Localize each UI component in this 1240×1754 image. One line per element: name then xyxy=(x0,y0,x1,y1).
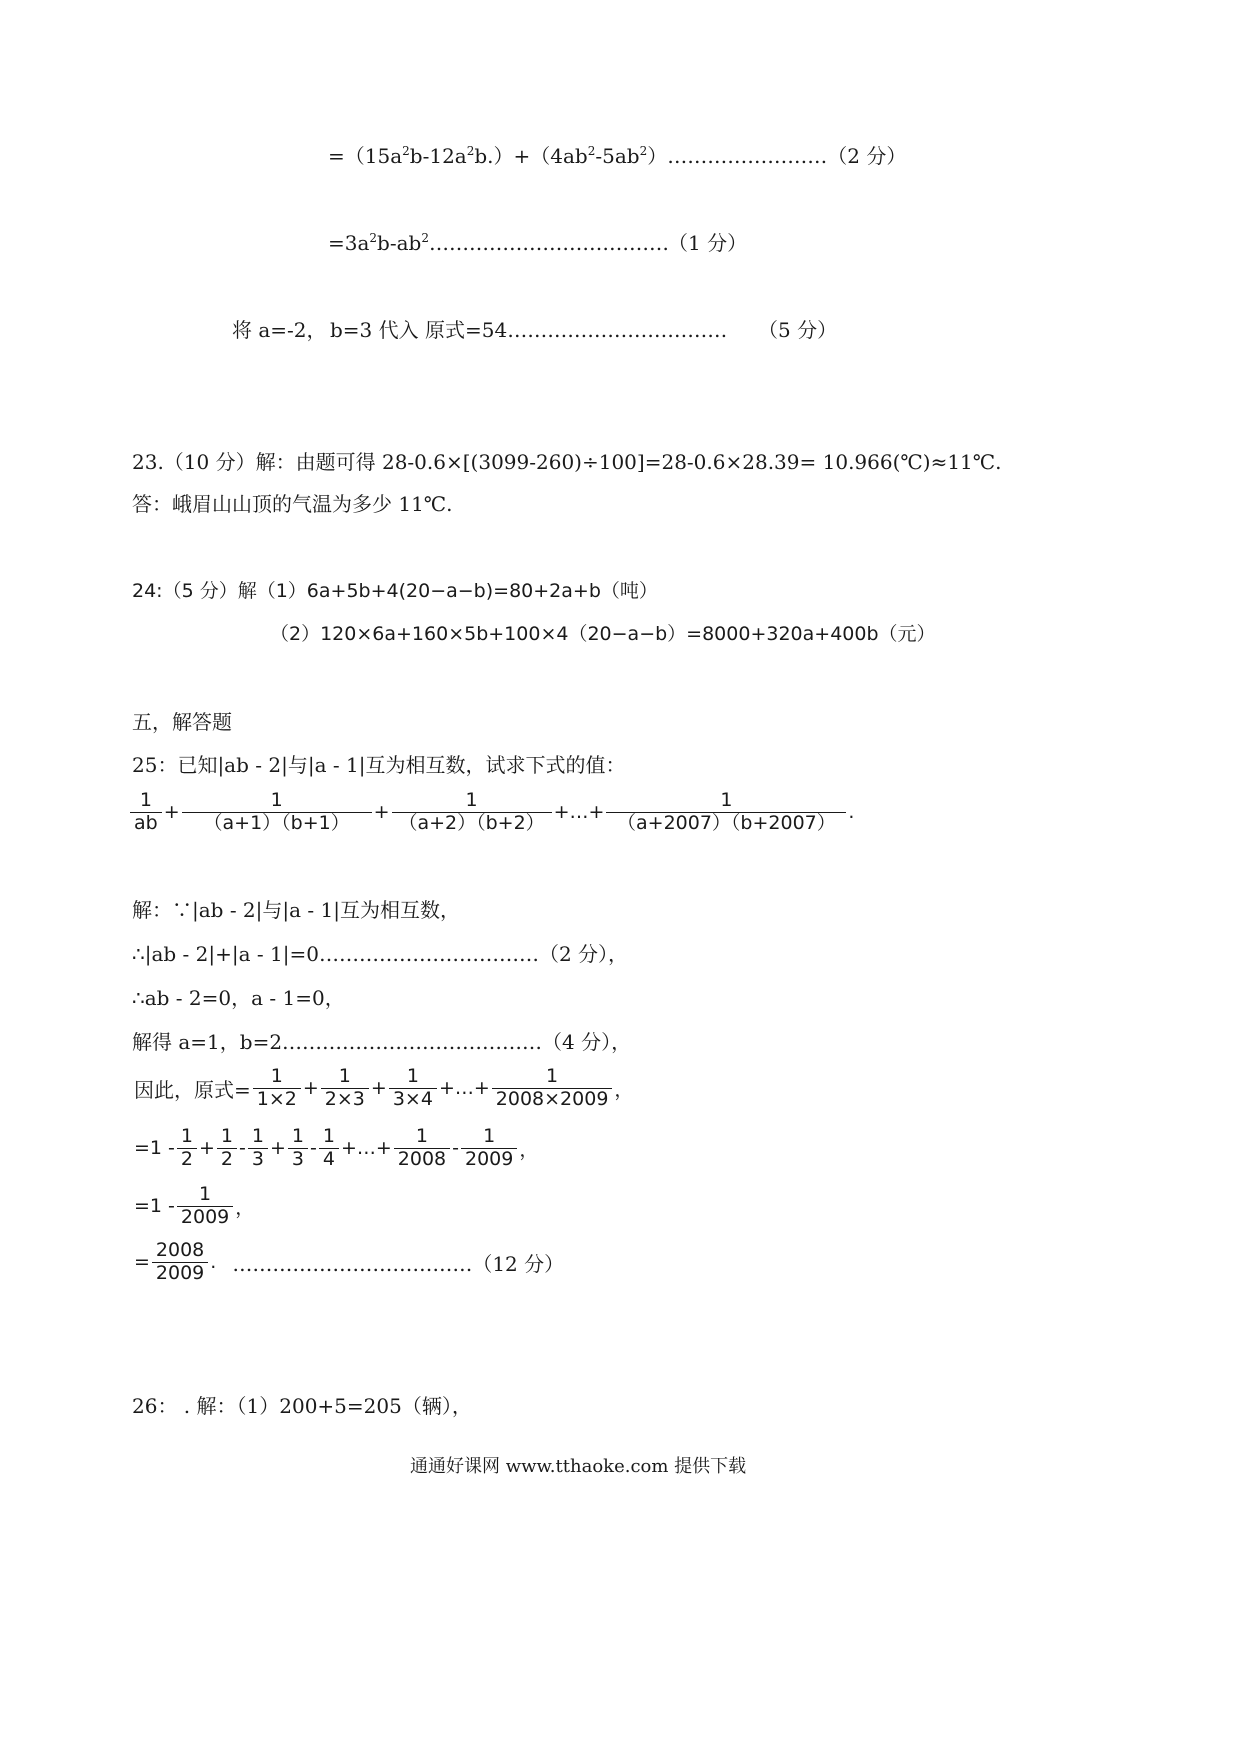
operator: + xyxy=(163,801,180,824)
fraction xyxy=(461,1126,517,1171)
sol7-prefix: =1 - xyxy=(134,1195,175,1218)
numerator: 1 xyxy=(394,1126,450,1149)
sol8-prefix: = xyxy=(134,1251,150,1274)
fraction xyxy=(492,1066,613,1111)
denominator: （a+2007）（b+2007） xyxy=(617,811,836,834)
denominator: 4 xyxy=(322,1147,335,1170)
fraction xyxy=(392,790,552,835)
q22-l2-sup: 2 xyxy=(421,231,429,245)
q22-l1-text: ）……………………（2 分） xyxy=(647,144,907,168)
q23-line-1: 23.（10 分）解：由题可得 28-0.6×[(3099-260)÷100]=28-0.6×28.39= 10.966(℃)≈11℃. xyxy=(132,450,1002,474)
q22-line-3b: b=3 代入 xyxy=(330,318,419,342)
operator: + xyxy=(302,1077,319,1100)
sol6-prefix: =1 - xyxy=(134,1137,175,1160)
numerator: 1 xyxy=(492,1066,613,1089)
operator: + xyxy=(199,1137,215,1160)
denominator: 2009 xyxy=(155,1261,205,1284)
q22-line-1 xyxy=(328,146,906,166)
denominator: 2008×2009 xyxy=(495,1087,609,1110)
q22-l2-text: =3a xyxy=(328,231,370,255)
sol-line-5 xyxy=(132,1066,635,1111)
denominator: 1×2 xyxy=(256,1087,297,1110)
denominator: 3×4 xyxy=(392,1087,433,1110)
numerator: 1 xyxy=(177,1126,197,1149)
denominator: 2008 xyxy=(397,1147,447,1170)
fraction xyxy=(130,790,162,835)
sol-line-8 xyxy=(132,1240,566,1285)
denominator: （a+2）（b+2） xyxy=(398,811,545,834)
denominator: 2 xyxy=(180,1147,193,1170)
q22-l2-dots: ……………………………… xyxy=(428,231,669,255)
fraction xyxy=(319,1126,339,1171)
operator: - xyxy=(239,1137,246,1160)
numerator: 1 xyxy=(177,1184,233,1207)
fraction xyxy=(248,1126,268,1171)
q22-line-2-score: （1 分） xyxy=(668,231,748,255)
sol-line-4: 解得 a=1，b=2…………………………………（4 分）， xyxy=(132,1030,632,1054)
sol-line-7 xyxy=(132,1184,256,1229)
q24-line-1: 24:（5 分）解（1）6a+5b+4(20−a−b)=80+2a+b（吨） xyxy=(132,580,658,602)
q22-line-3a: 将 a=-2， xyxy=(232,318,327,342)
denominator: 2×3 xyxy=(324,1087,365,1110)
denominator: 2009 xyxy=(180,1205,230,1228)
fraction xyxy=(389,1066,437,1111)
numerator: 1 xyxy=(461,1126,517,1149)
fraction xyxy=(288,1126,308,1171)
q25-expression xyxy=(130,790,856,835)
denominator: 3 xyxy=(291,1147,304,1170)
numerator: 1 xyxy=(389,1066,437,1089)
fraction xyxy=(152,1240,208,1285)
denominator: （a+1）（b+1） xyxy=(203,811,350,834)
sol-line-2: ∴|ab - 2|+|a - 1|=0……………………………（2 分）， xyxy=(132,942,629,966)
denominator: 3 xyxy=(251,1147,264,1170)
operator: . xyxy=(210,1251,217,1274)
operator: - xyxy=(452,1137,459,1160)
q22-l1-text: b-12a xyxy=(409,144,467,168)
q22-l1-text: b.）+（4ab xyxy=(474,144,588,168)
q22-l1-sup: 2 xyxy=(466,144,475,158)
numerator: 1 xyxy=(321,1066,369,1089)
fraction xyxy=(253,1066,301,1111)
fraction xyxy=(182,790,372,835)
operator: + xyxy=(373,801,390,824)
q22-line-2 xyxy=(328,233,669,253)
q22-line-3c: 原式=54…………………………… xyxy=(425,318,728,342)
fraction xyxy=(177,1126,197,1171)
numerator: 2008 xyxy=(152,1240,208,1263)
q25-stem: 25：已知|ab - 2|与|a - 1|互为相互数，试求下式的值： xyxy=(132,753,626,777)
q23-line-2: 答：峨眉山山顶的气温为多少 11℃. xyxy=(132,492,453,516)
q24-line-2: （2）120×6a+160×5b+100×4（20−a−b）=8000+320a+400b（元） xyxy=(270,623,936,645)
q22-l1-sup: 2 xyxy=(587,144,596,158)
numerator: 1 xyxy=(392,790,552,813)
q22-l2-text: b-ab xyxy=(377,231,422,255)
operator: + xyxy=(269,1137,286,1160)
q22-line-3-score: （5 分） xyxy=(758,318,838,342)
numerator: 1 xyxy=(288,1126,308,1149)
numerator: 1 xyxy=(248,1126,268,1149)
q22-l1-text: =（15a xyxy=(328,144,403,168)
section-title: 五，解答题 xyxy=(132,710,232,734)
operator: . xyxy=(848,801,855,824)
fraction xyxy=(321,1066,369,1111)
denominator: ab xyxy=(134,811,158,834)
denominator: 2 xyxy=(220,1147,234,1170)
operator: ， xyxy=(235,1196,255,1219)
operator: - xyxy=(309,1137,317,1160)
operator: ， xyxy=(519,1138,539,1161)
sol-line-6 xyxy=(132,1126,540,1171)
fraction xyxy=(394,1126,450,1171)
operator: +…+ xyxy=(340,1137,392,1160)
fraction xyxy=(606,790,846,835)
sol5-prefix: 因此，原式= xyxy=(134,1077,251,1102)
fraction xyxy=(217,1126,237,1171)
fraction xyxy=(177,1184,233,1229)
q26-line-1: 26： . 解：（1）200+5=205（辆）， xyxy=(132,1394,472,1418)
numerator: 1 xyxy=(182,790,372,813)
q22-l1-sup: 2 xyxy=(639,144,648,158)
q22-l2-sup: 2 xyxy=(369,231,378,245)
numerator: 1 xyxy=(217,1126,237,1149)
footer-text: 通通好课网 www.tthaoke.com 提供下载 xyxy=(410,1456,747,1477)
operator: +…+ xyxy=(553,801,605,824)
operator: ， xyxy=(614,1078,634,1101)
numerator: 1 xyxy=(253,1066,301,1089)
numerator: 1 xyxy=(130,790,162,813)
numerator: 1 xyxy=(319,1126,339,1149)
sol8-tail: ………………………………（12 分） xyxy=(232,1251,565,1276)
operator: + xyxy=(370,1077,387,1100)
q22-l1-text: -5ab xyxy=(595,144,640,168)
operator: +…+ xyxy=(438,1077,490,1100)
denominator: 2009 xyxy=(465,1147,514,1170)
numerator: 1 xyxy=(606,790,846,813)
q22-l1-sup: 2 xyxy=(402,144,410,158)
sol-line-3: ∴ab - 2=0，a - 1=0， xyxy=(132,986,345,1010)
sol-line-1: 解：∵|ab - 2|与|a - 1|互为相互数， xyxy=(132,898,460,922)
